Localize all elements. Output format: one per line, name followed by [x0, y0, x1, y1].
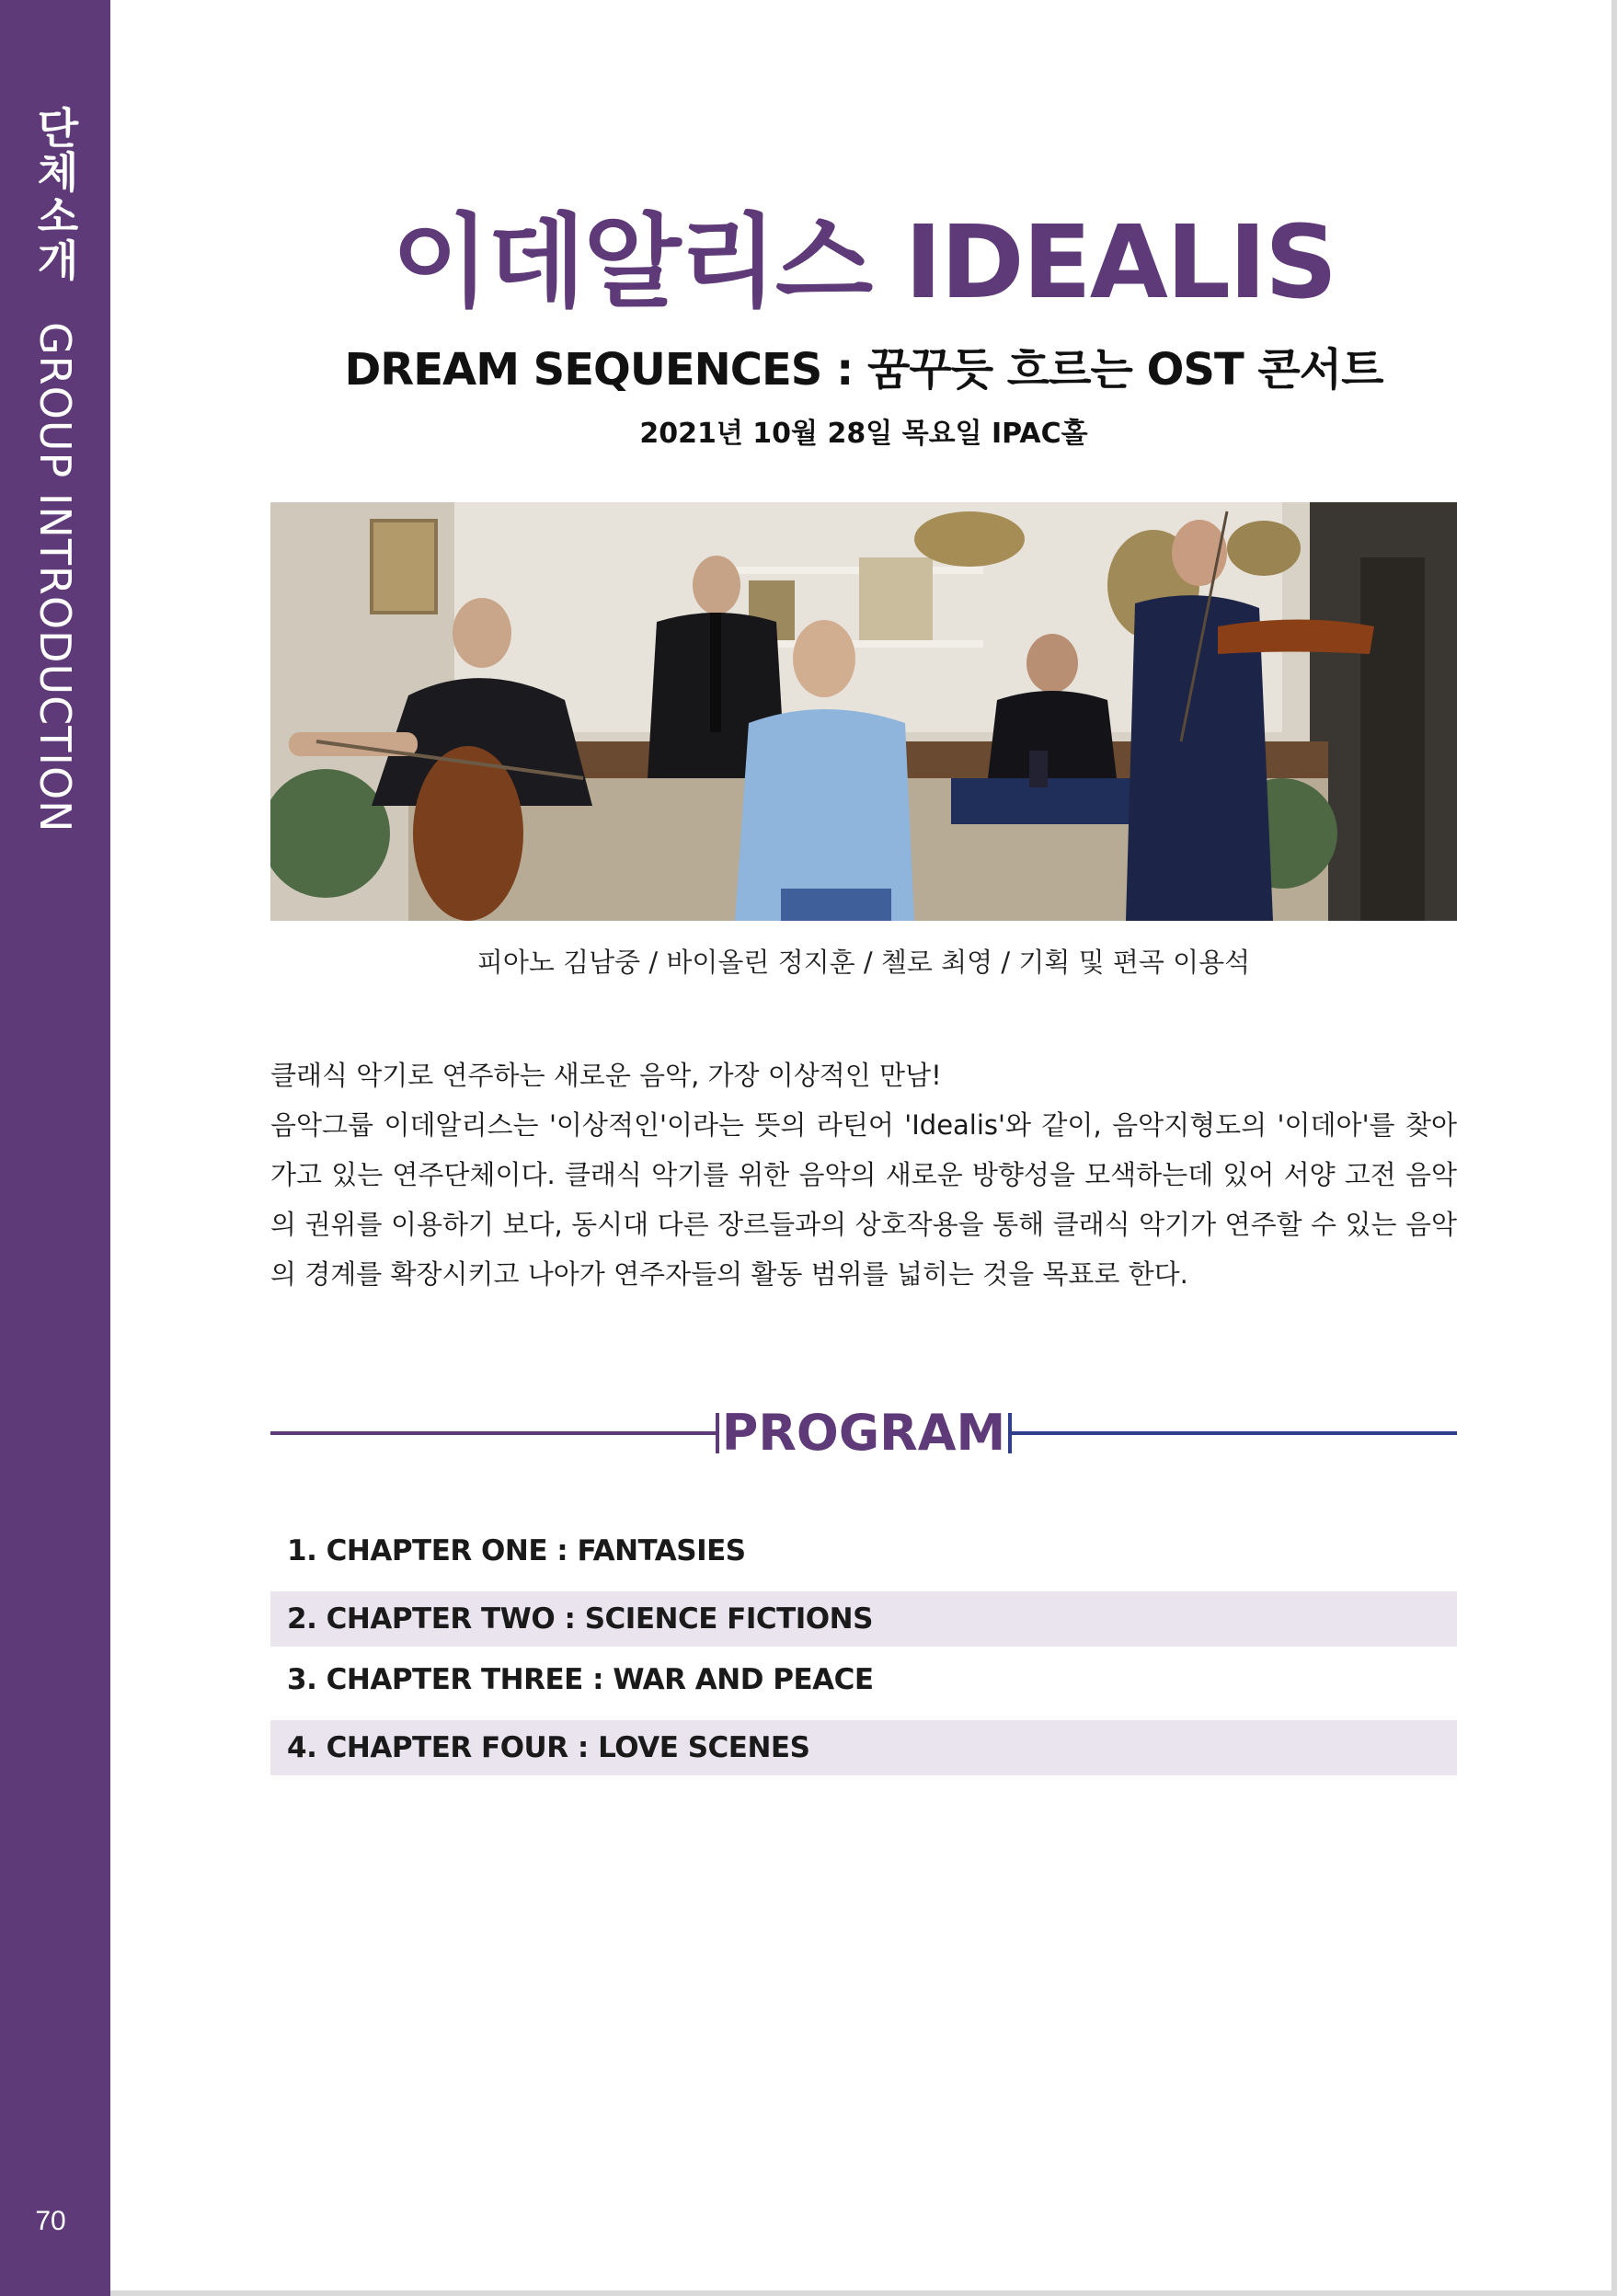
page-title: 이데알리스 IDEALIS — [391, 203, 1336, 321]
divider-line-right — [1008, 1431, 1457, 1435]
concert-date: 2021년 10월 28일 목요일 IPAC홀 — [639, 418, 1088, 450]
page-edge-bottom — [110, 2290, 1617, 2296]
intro-paragraph: 클래식 악기로 연주하는 새로운 음악, 가장 이상적인 만남! — [270, 1060, 942, 1091]
page-edge-right — [1611, 0, 1617, 2296]
intro-paragraph: 음악그룹 이데알리스는 '이상적인'이라는 뜻의 라틴어 'Idealis'와 같이, 음악지형도의 '이데아'를 찾아가고 있는 연주단체이다. 클래식 악기를 위한 음악의 새로운 방향성을 모색하는데 있어 서양 고전 음악의 권위를 이용하기 보다, 동시대 다른 장르들과의 상호작용을 통해 클래식 악기가 연주할 수 있는 음악의 경계를 확장시키고 나아가 연주자들의 활동 범위를 넓히는 것을 목표로 한다. — [270, 1109, 1457, 1290]
intro-text — [270, 1050, 1457, 1299]
program-item: 3. CHAPTER THREE : WAR AND PEACE — [287, 1663, 874, 1696]
program-header — [270, 1398, 1457, 1472]
program-item: 1. CHAPTER ONE : FANTASIES — [287, 1534, 746, 1567]
page-number: 70 — [35, 2206, 66, 2236]
ensemble-photo — [270, 502, 1457, 921]
program-heading: PROGRAM — [721, 1404, 1006, 1462]
divider-line-left — [270, 1431, 719, 1435]
sidebar — [0, 0, 110, 2296]
program-item: 4. CHAPTER FOUR : LOVE SCENES — [270, 1720, 1457, 1775]
section-title — [25, 106, 86, 832]
section-title-english: GROUP INTRODUCTION — [30, 321, 80, 833]
program-list — [270, 1523, 1457, 1775]
program-item: 2. CHAPTER TWO : SCIENCE FICTIONS — [270, 1591, 1457, 1647]
section-title-korean: 단체소개 — [30, 106, 80, 282]
concert-subtitle: DREAM SEQUENCES : 꿈꾸듯 흐르는 OST 콘서트 — [344, 344, 1383, 396]
photo-caption: 피아노 김남중 / 바이올린 정지훈 / 첼로 최영 / 기획 및 편곡 이용석 — [476, 947, 1251, 978]
